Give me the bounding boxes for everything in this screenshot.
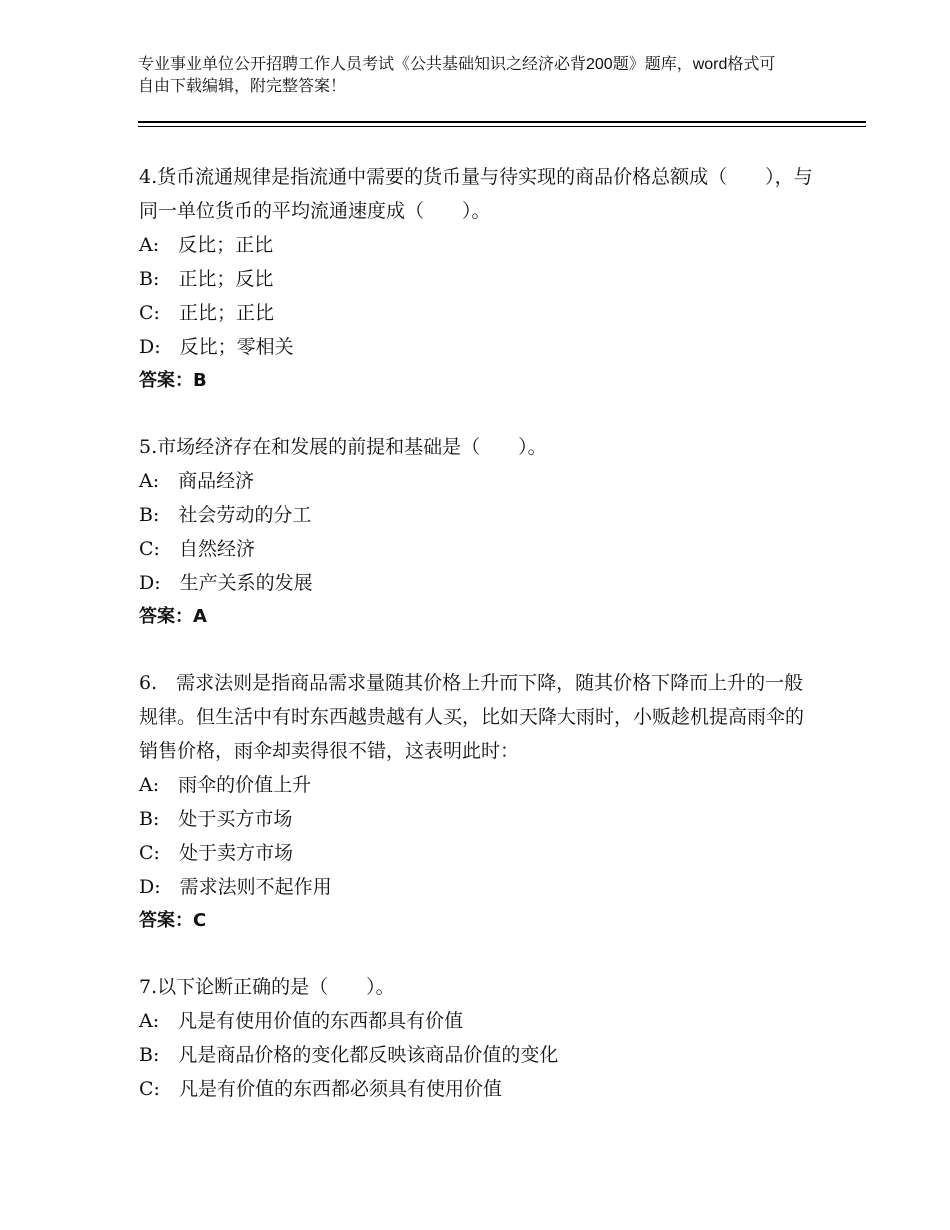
option-b: B: 社会劳动的分工 — [139, 504, 312, 526]
answer-label: 答案：C — [139, 910, 207, 931]
option-a: A: 反比；正比 — [139, 234, 274, 256]
option-a: A: 凡是有使用价值的东西都具有价值 — [139, 1010, 464, 1032]
option-b: B: 处于买方市场 — [139, 808, 293, 830]
option-d: D: 生产关系的发展 — [139, 572, 313, 594]
question-stem: 5.市场经济存在和发展的前提和基础是（ ）。 — [139, 436, 547, 458]
option-c: C: 自然经济 — [139, 538, 255, 560]
option-c: C: 处于卖方市场 — [139, 842, 293, 864]
question-stem: 4.货币流通规律是指流通中需要的货币量与待实现的商品价格总额成（ ），与同一单位货币的平均流通速度成（ ）。 — [139, 166, 813, 222]
question-7 — [139, 970, 819, 1106]
option-d: D: 反比；零相关 — [139, 336, 294, 358]
answer-label: 答案：A — [139, 606, 207, 627]
option-a: A: 商品经济 — [139, 470, 255, 492]
answer-label: 答案：B — [139, 370, 207, 391]
question-stem: 6. 需求法则是指商品需求量随其价格上升而下降，随其价格下降而上升的一般规律。但生活中有时东西越贵越有人买，比如天降大雨时，小贩趁机提高雨伞的销售价格，雨伞却卖得很不错，这表明此时： — [139, 672, 805, 762]
option-d: D: 需求法则不起作用 — [139, 876, 332, 898]
option-b: B: 凡是商品价格的变化都反映该商品价值的变化 — [139, 1044, 559, 1066]
option-a: A: 雨伞的价值上升 — [139, 774, 312, 796]
document-header: 专业事业单位公开招聘工作人员考试《公共基础知识之经济必背200题》题库，word格式可自由下载编辑，附完整答案！ — [138, 56, 776, 95]
question-4 — [139, 160, 819, 398]
header-divider-thick — [138, 121, 866, 123]
question-5 — [139, 430, 819, 634]
question-list — [139, 160, 819, 1138]
question-stem: 7.以下论断正确的是（ ）。 — [139, 976, 395, 998]
header-divider-thin — [138, 126, 866, 127]
option-c: C: 凡是有价值的东西都必须具有使用价值 — [139, 1078, 502, 1100]
option-c: C: 正比；正比 — [139, 302, 274, 324]
question-6 — [139, 666, 819, 938]
option-b: B: 正比；反比 — [139, 268, 274, 290]
